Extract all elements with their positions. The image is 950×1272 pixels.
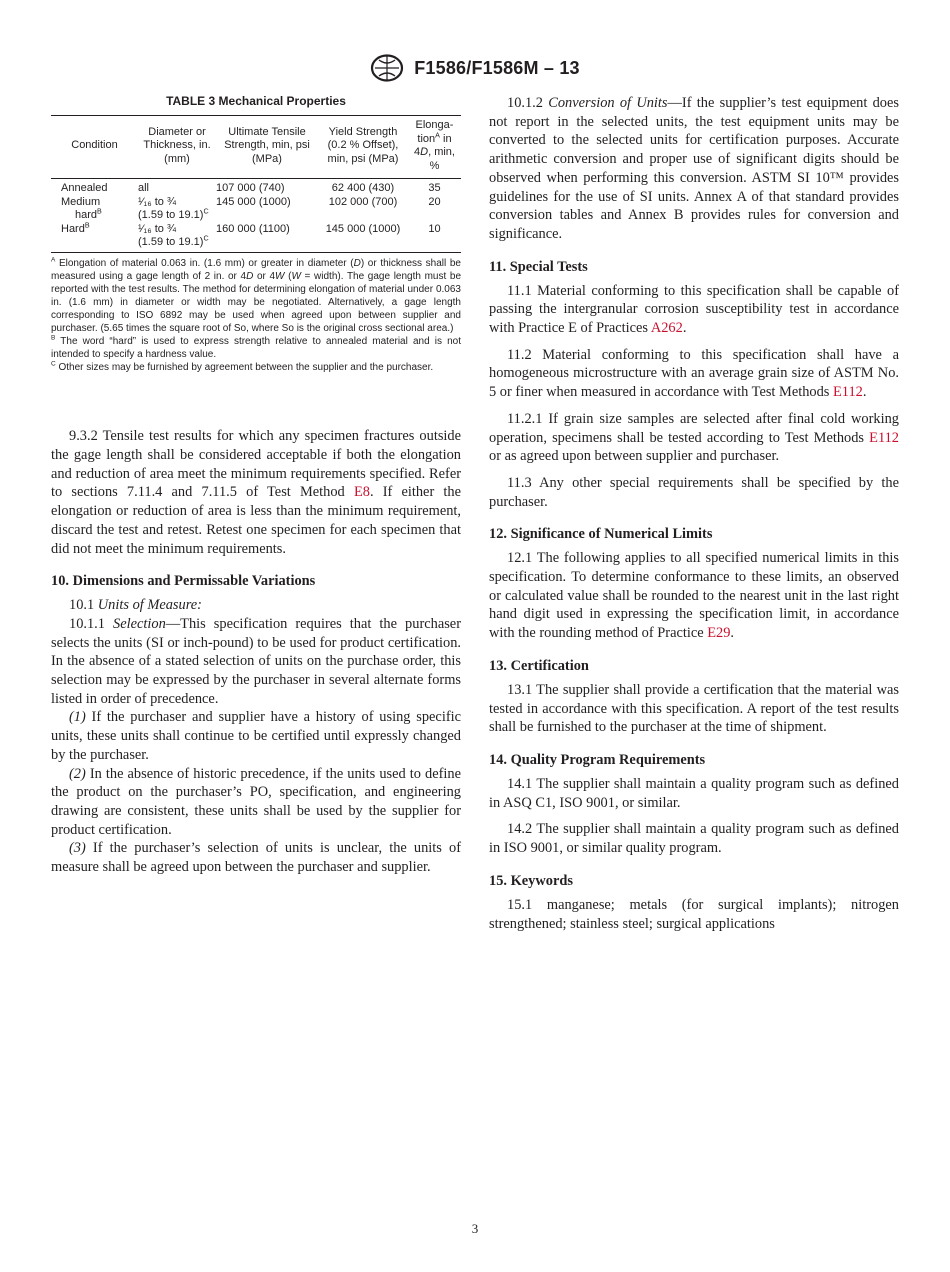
- section-12-heading: 12. Significance of Numerical Limits: [489, 526, 713, 543]
- section-10-heading: 10. Dimensions and Permissable Variations: [51, 573, 316, 590]
- link-a262[interactable]: A262: [650, 320, 683, 337]
- para-10-1-1-3: (3) If the purchaser’s selection of units is unclear, the units of measure shall be agreed upon between the purchaser and supplier.: [51, 840, 461, 876]
- para-11-3: 11.3 Any other special requirements shall be specified by the purchaser.: [489, 474, 899, 510]
- header-yield: Yield Strength (0.2 % Offset), min, psi (MPa): [318, 116, 408, 179]
- page-number: 3: [471, 1221, 479, 1236]
- header-tensile: Ultimate Tensile Strength, min, psi (MPa): [216, 116, 318, 179]
- section-14-heading: 14. Quality Program Requirements: [489, 751, 706, 768]
- cell-condition: Hard$^B$: [51, 223, 138, 253]
- section-13-heading: 13. Certification: [489, 657, 589, 674]
- right-body: [489, 94, 899, 933]
- footnote-a: $^A$ Elongation of material 0.063 in. (1.6 mm) or greater in diameter (D) or thickness shall be measured using a gage length of 2 in. or 4D or 4W (W = width). The gage length must be reported with the test results. The method for determining elongation of material under 0.063 in. (1.6 mm) in diameter or width may be negotiated. Alternatively, a gage length corresponding to ISO 6892 may be used when agreed upon between supplier and purchaser. (5.65 times the square root of So, where So is the original cross sectional area.): [51, 256, 462, 334]
- header-diameter: Diameter or Thickness, in. (mm): [138, 116, 216, 179]
- para-10-1: 10.1 Units of Measure:: [69, 597, 202, 614]
- para-12-1: 12.1 The following applies to all specified numerical limits in this specification. To determine conformance to these limits, an observed or calculated value shall be rounded to the nearest unit in the last right hand digit used in expressing the specification limit, in accordance with the rounding method of Practice E29.: [489, 550, 899, 642]
- cell-tensile: 145 000 (1000): [216, 195, 291, 208]
- page-header: [0, 54, 950, 82]
- para-14-1: 14.1 The supplier shall maintain a quality program such as defined in ASQ C1, ISO 9001, or similar.: [489, 775, 899, 811]
- para-14-2: 14.2 The supplier shall maintain a quality program such as defined in ISO 9001, or similar quality program.: [489, 821, 899, 857]
- table-row: [51, 223, 461, 253]
- table-title: TABLE 3 Mechanical Properties: [166, 94, 346, 108]
- header-elongation: Elonga- tion$^A$ in 4D, min, %: [408, 116, 461, 179]
- para-13-1: 13.1 The supplier shall provide a certification that the material was tested in accordance with this specification. A report of the test results shall be furnished to the purchaser at the time of shipment.: [489, 681, 899, 736]
- left-column: [51, 94, 461, 877]
- cell-elongation: 35: [428, 182, 441, 194]
- cell-diameter: ¹⁄₁₆ to ¾ (1.59 to 19.1)$^C$: [138, 195, 209, 221]
- para-11-1: 11.1 Material conforming to this specification shall be capable of passing the intergranular corrosion susceptibility test in accordance with Practice E of Practices A262.: [489, 282, 899, 337]
- astm-logo-icon: [370, 54, 404, 82]
- cell-yield: 145 000 (1000): [318, 223, 408, 253]
- header-condition: Condition: [51, 116, 138, 179]
- table-header-row: [51, 116, 461, 179]
- link-e112[interactable]: E112: [869, 429, 899, 446]
- para-9-3-2: 9.3.2 Tensile test results for which any specimen fractures outside the gage length shall be considered acceptable if both the elongation and reduction of area meet the minimum requirements specified. Refer to sections 7.11.4 and 7.11.5 of Test Method E8. If either the elongation or reduction of area is less than the minimum requirement, discard the test and retest. Retest one specimen for each specimen that did not meet the minimum requirements.: [51, 428, 461, 557]
- footnote-b: $^B$ The word “hard” is used to express strength relative to annealed material and is not intended to specify a hardness value.: [51, 334, 461, 361]
- cell-tensile: 160 000 (1100): [216, 223, 318, 253]
- para-10-1-1: 10.1.1 Selection—This specification requires that the purchaser selects the units (SI or inch-pound) to be used for product certification. In the absence of a stated selection of units on the purchase order, this selection may be expressed by the purchaser in several alternate forms listed in order of precedence.: [51, 615, 461, 707]
- document-designation: F1586/F1586M – 13: [414, 57, 580, 78]
- cell-yield: 102 000 (700): [328, 195, 398, 208]
- table-row: [51, 179, 461, 196]
- cell-elongation: 20: [428, 195, 441, 208]
- footnote-c: $^C$ Other sizes may be furnished by agreement between the supplier and the purchaser.: [51, 360, 434, 374]
- right-column: [489, 94, 899, 933]
- para-15-1: 15.1 manganese; metals (for surgical implants); nitrogen strengthened; stainless steel; surgical applications: [489, 896, 899, 932]
- left-body: [51, 427, 461, 876]
- cell-diameter: ¹⁄₁₆ to ¾ (1.59 to 19.1)$^C$: [138, 223, 216, 253]
- link-e29[interactable]: E29: [707, 625, 731, 642]
- cell-diameter: all: [138, 182, 150, 194]
- para-11-2: 11.2 Material conforming to this specification shall have a homogeneous microstructure with an average grain size of ASTM No. 5 or finer when measured in accordance with Test Methods E112.: [489, 346, 899, 401]
- table-footnotes: [51, 257, 461, 375]
- link-e8[interactable]: E8: [353, 484, 370, 501]
- table-row: [51, 196, 461, 223]
- cell-elongation: 10: [408, 223, 461, 253]
- cell-condition: Annealed: [61, 182, 108, 194]
- mechanical-properties-table: [51, 115, 461, 253]
- section-11-heading: 11. Special Tests: [489, 258, 588, 275]
- link-e112[interactable]: E112: [833, 384, 863, 401]
- para-11-2-1: 11.2.1 If grain size samples are selected after final cold working operation, specimens shall be tested according to Test Methods E112 or as agreed upon between supplier and purchaser.: [489, 410, 899, 465]
- cell-yield: 62 400 (430): [331, 182, 395, 194]
- para-10-1-1-1: (1) If the purchaser and supplier have a history of using specific units, these units shall continue to be certified until expressly changed by the purchaser.: [51, 709, 461, 763]
- para-10-1-2: 10.1.2 Conversion of Units—If the supplier’s test equipment does not report in the selected units, the test equipment units may be converted to the selected units for certification purposes. Accurate arithmetic conversion and proper use of significant digits should be observed when performing this conversion. ASTM SI 10™ provides guidelines for the use of SI units. Annex A of that standard provides conversion tables and Annex B provides rules for conversion and significance.: [489, 95, 899, 242]
- section-15-heading: 15. Keywords: [489, 872, 573, 889]
- cell-tensile: 107 000 (740): [216, 182, 285, 194]
- para-10-1-1-2: (2) In the absence of historic precedence, if the units used to define the product on the purchaser’s PO, specification, and engineering drawing are consistent, these units shall be used by the supplier for product certification.: [51, 765, 461, 838]
- cell-condition: Medium hard$^B$: [61, 195, 102, 221]
